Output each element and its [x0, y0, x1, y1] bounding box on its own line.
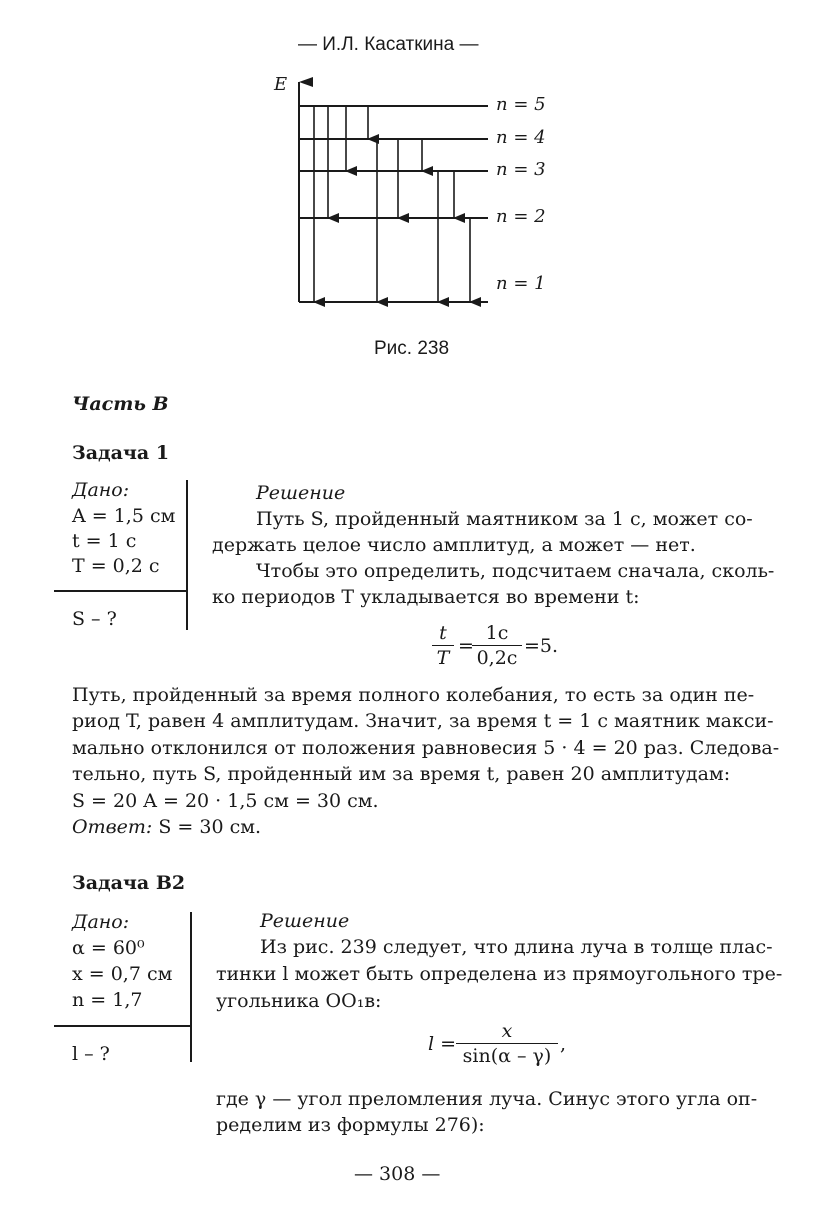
task2-formula-fraction — [456, 1020, 558, 1067]
level-label-3: n = 3 — [496, 159, 546, 180]
task1-solution-line: ко периодов T укладывается во времени t: — [212, 586, 640, 608]
task1-formula-result: =5. — [524, 635, 559, 657]
task1-given-period: T = 0,2 с — [72, 555, 160, 577]
task2-solution-line: Из рис. 239 следует, что длина луча в толще плас- — [260, 936, 773, 958]
fraction-bar — [456, 1043, 558, 1044]
task2-given-separator — [190, 912, 192, 1062]
task1-paragraph-line: мально отклонился от положения равновесия 5 · 4 = 20 раз. Следова- — [72, 737, 780, 759]
task1-formula-den-left: T — [436, 647, 450, 669]
level-label-5: n = 5 — [496, 94, 546, 115]
task1-paragraph-line: тельно, путь S, пройденный им за время t, равен 20 амплитудам: — [72, 763, 731, 785]
task1-unknown: S – ? — [72, 608, 117, 630]
figure-caption: Рис. 238 — [374, 338, 450, 359]
task1-formula-fraction-left — [432, 622, 454, 669]
task1-formula-den-right: 0,2с — [476, 647, 518, 669]
task2-title: Задача В2 — [72, 872, 186, 894]
page-number: — 308 — — [354, 1163, 441, 1185]
task2-solution-line: ределим из формулы 276): — [216, 1114, 485, 1136]
level-label-1: n = 1 — [496, 273, 546, 294]
task1-given-amplitude: A = 1,5 см — [72, 505, 176, 527]
task1-answer-value: S = 30 см. — [158, 816, 262, 838]
task1-given-separator — [186, 480, 188, 630]
task2-given-angle: α = 60⁰ — [72, 937, 145, 959]
task2-solution-line: тинки l может быть определена из прямоугольного тре- — [216, 963, 783, 985]
task2-formula-tail: , — [560, 1033, 567, 1055]
task1-solution-label: Решение — [256, 482, 346, 504]
task1-given-label: Дано: — [72, 479, 130, 501]
task1-given-divider — [54, 590, 188, 592]
task1-formula-num-left: t — [439, 622, 447, 644]
task2-solution-line: где γ — угол преломления луча. Синус этого угла оп- — [216, 1088, 758, 1110]
task1-solution-line: Чтобы это определить, подсчитаем сначала, сколь- — [256, 560, 775, 582]
task1-paragraph-line: риод T, равен 4 амплитудам. Значит, за время t = 1 с маятник макси- — [72, 710, 774, 732]
task2-given-label: Дано: — [72, 911, 130, 933]
task1-answer-label: Ответ: — [72, 816, 153, 838]
task1-solution-line: держать целое число амплитуд, а может — нет. — [212, 534, 696, 556]
task1-solution-line: Путь S, пройденный маятником за 1 с, может со- — [256, 508, 753, 530]
task2-formula-num: x — [501, 1020, 513, 1042]
task2-formula-lhs: l = — [428, 1033, 457, 1055]
task2-formula-den: sin(α – γ) — [462, 1045, 552, 1067]
task2-solution-line: угольника OO₁в: — [216, 990, 382, 1012]
task1-given-time: t = 1 с — [72, 530, 137, 552]
task2-given-divider — [54, 1025, 192, 1027]
task2-unknown: l – ? — [72, 1043, 110, 1065]
task2-solution-label: Решение — [260, 910, 350, 932]
task1-formula-equals: = — [458, 635, 474, 657]
task1-calculation: S = 20 A = 20 · 1,5 см = 30 см. — [72, 790, 379, 812]
fraction-bar — [432, 645, 454, 646]
energy-axis-label: E — [274, 74, 288, 95]
level-label-4: n = 4 — [496, 127, 546, 148]
task1-answer — [72, 816, 261, 838]
section-title: Часть В — [72, 393, 169, 415]
level-label-2: n = 2 — [496, 206, 546, 227]
task2-given-index: n = 1,7 — [72, 989, 143, 1011]
fraction-bar — [472, 645, 522, 646]
task1-formula-num-right: 1с — [485, 622, 509, 644]
task1-title: Задача 1 — [72, 442, 170, 464]
task2-given-shift: x = 0,7 см — [72, 963, 173, 985]
task1-formula-fraction-right — [472, 622, 522, 669]
task1-paragraph-line: Путь, пройденный за время полного колебания, то есть за один пе- — [72, 684, 755, 706]
running-head: — И.Л. Касаткина — — [298, 34, 479, 55]
